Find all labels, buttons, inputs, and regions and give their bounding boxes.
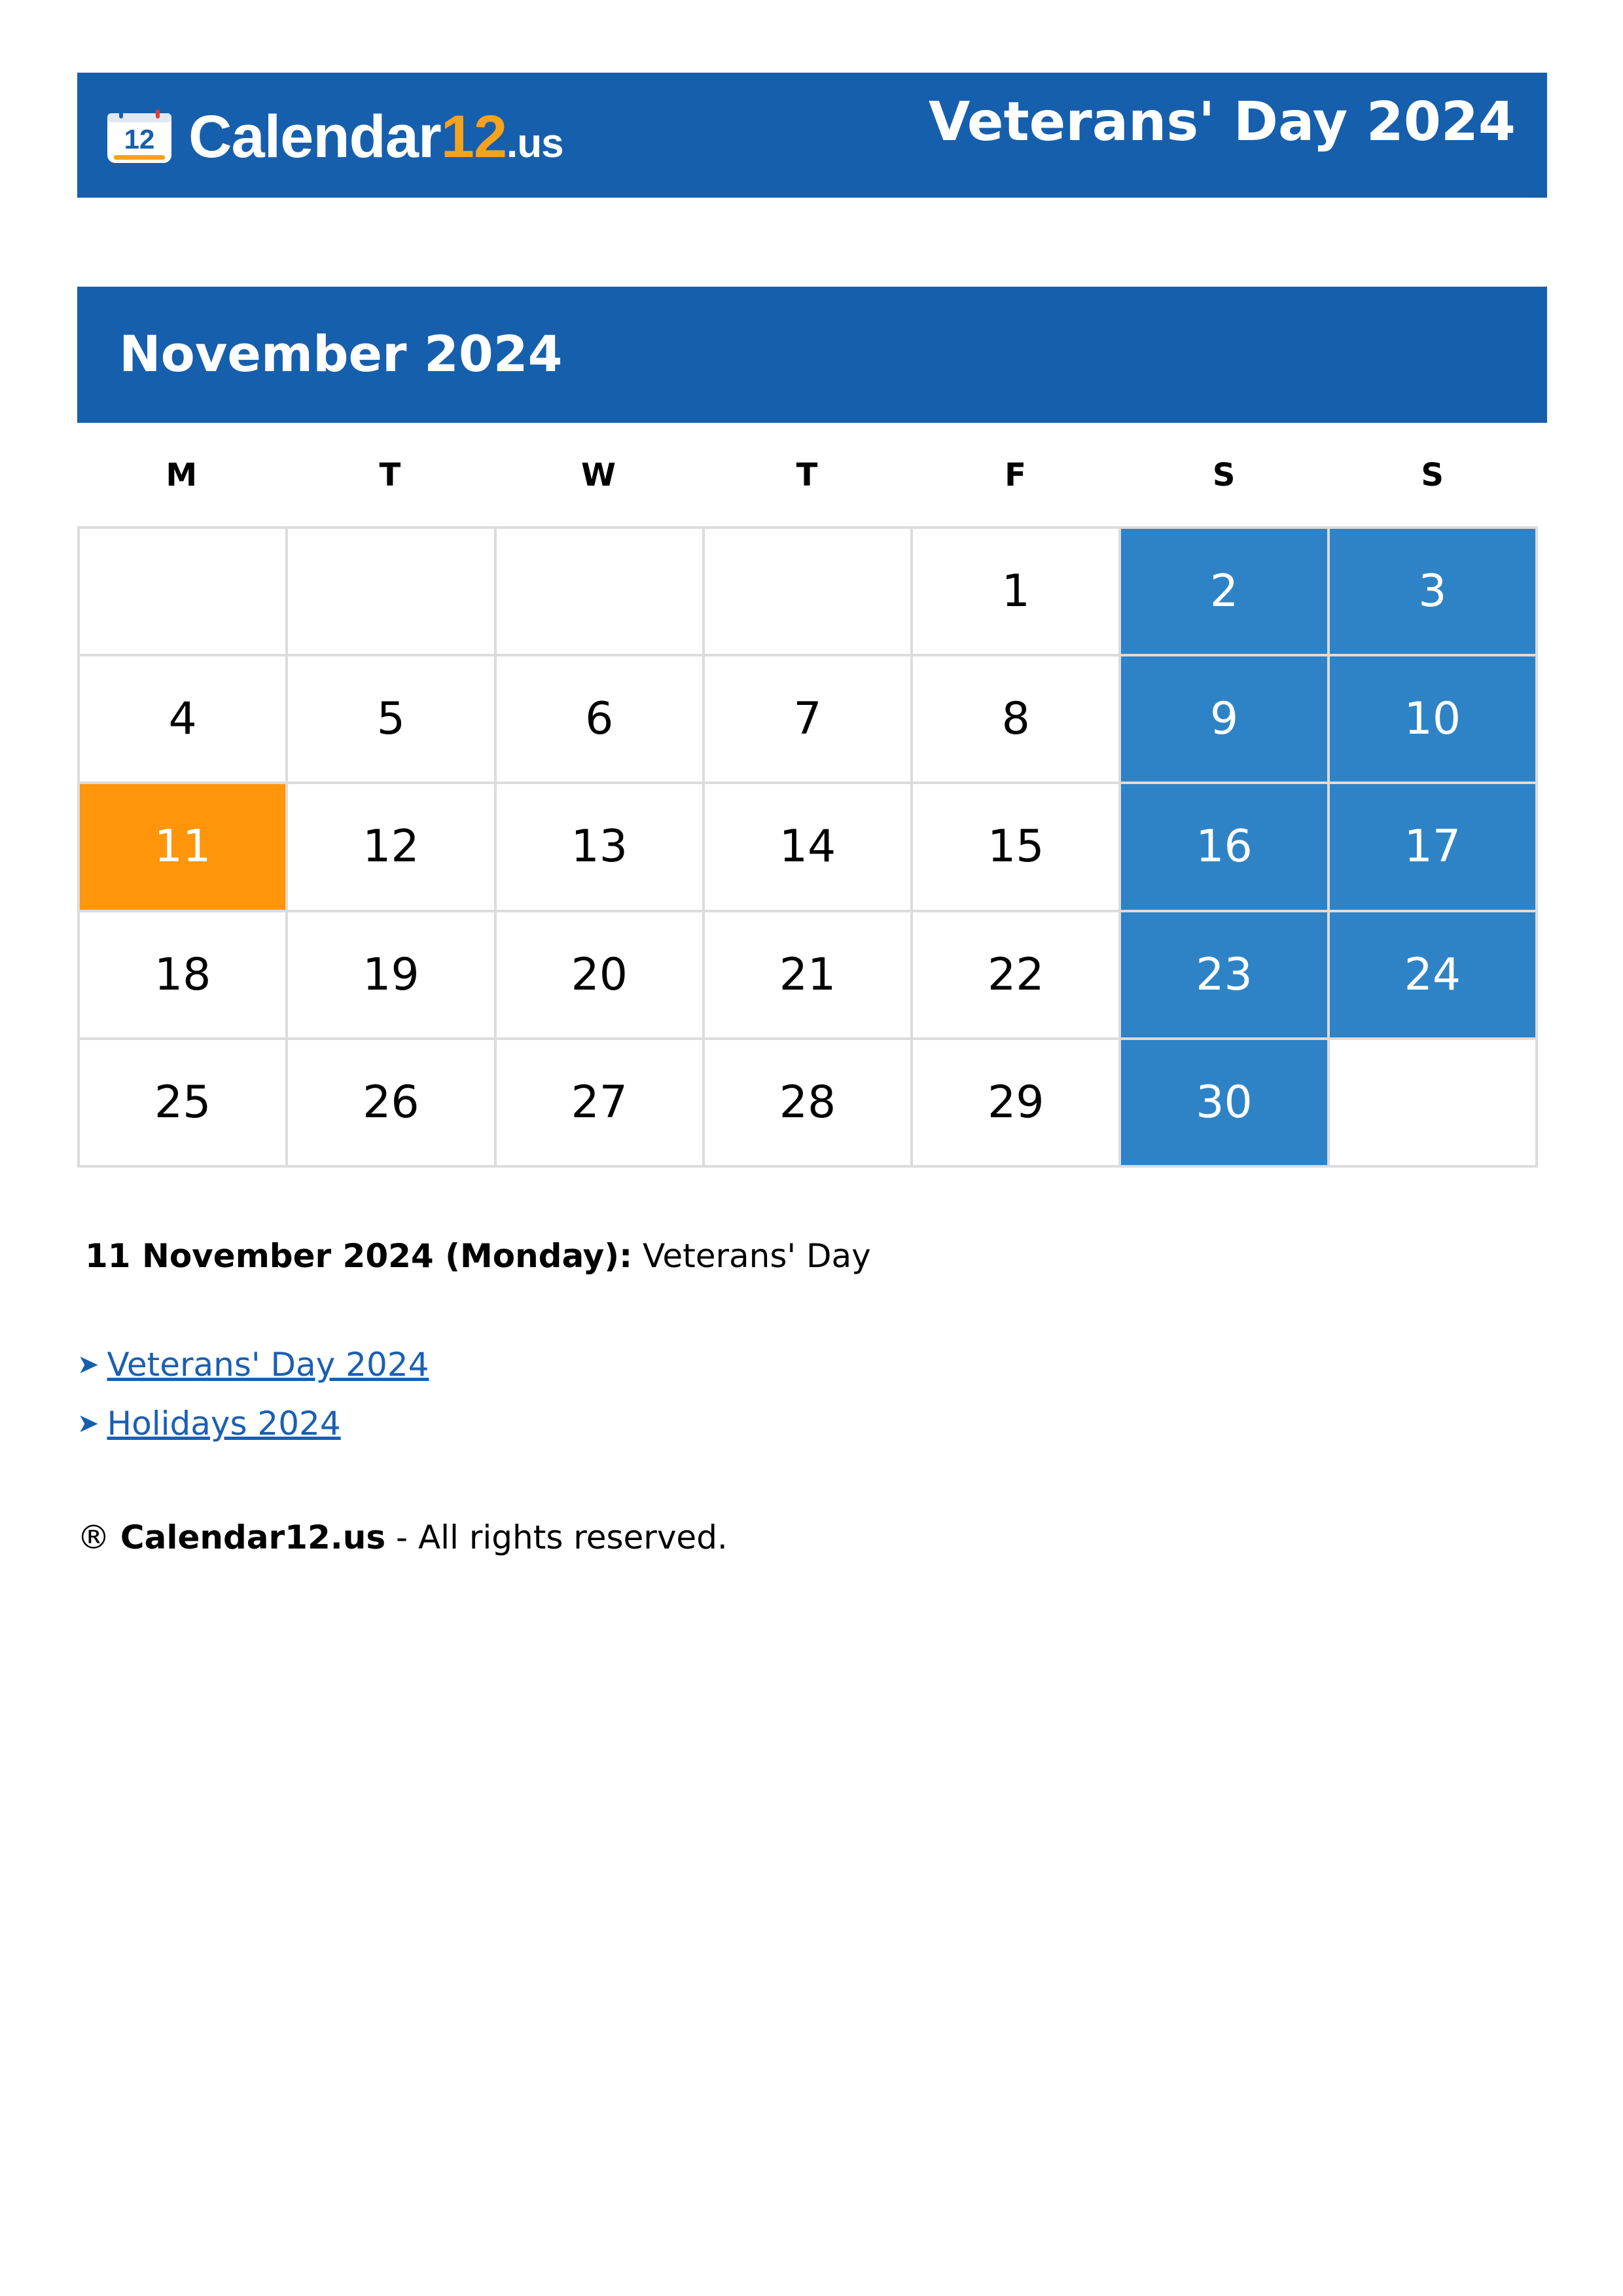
calendar-day: 1 [913,529,1121,656]
event-line [85,1237,871,1275]
calendar-day: 7 [705,656,913,784]
weekday-label: T [796,457,818,493]
footer-brand: Calendar12.us [120,1518,386,1556]
calendar-day: 26 [288,1040,496,1168]
footer-text: - All rights reserved. [396,1518,728,1556]
registered-symbol: ® [77,1518,110,1556]
logo-prefix: Calendar [188,103,441,170]
calendar-day: 12 [288,784,496,912]
calendar-empty-cell [497,529,705,656]
calendar-day: 28 [705,1040,913,1168]
calendar-day: 29 [913,1040,1121,1168]
calendar-day: 14 [705,784,913,912]
calendar-day: 30 [1121,1040,1329,1168]
calendar-icon [105,108,174,166]
calendar-grid [77,526,1538,1168]
link-item [77,1335,429,1394]
calendar-day: 27 [497,1040,705,1168]
calendar-day-holiday: 11 [80,784,288,912]
logo-number: 12 [440,103,507,170]
calendar-empty-cell [705,529,913,656]
page-title: Veterans' Day 2024 [928,91,1516,153]
weekday-header-row [77,452,1537,499]
calendar-day: 20 [497,912,705,1040]
calendar-day: 21 [705,912,913,1040]
weekday-label: M [166,457,198,493]
calendar-day: 6 [497,656,705,784]
calendar-day: 8 [913,656,1121,784]
weekday-label: T [379,457,401,493]
logo-wordmark [188,103,563,170]
link-item [77,1394,429,1453]
month-header [77,287,1547,423]
calendar-day: 19 [288,912,496,1040]
weekday-label: S [1212,457,1236,493]
site-logo[interactable] [105,104,563,170]
weekday-label: F [1005,457,1026,493]
event-date: 11 November 2024 (Monday): [85,1237,633,1275]
logo-tld: .us [507,121,563,166]
link-holidays-2024[interactable]: Holidays 2024 [107,1405,341,1443]
calendar-day: 4 [80,656,288,784]
event-name: Veterans' Day [643,1237,871,1275]
link-veterans-day-2024[interactable]: Veterans' Day 2024 [107,1346,429,1384]
arrow-icon: ➤ [77,1408,99,1439]
weekday-label: S [1421,457,1444,493]
calendar-day: 17 [1330,784,1538,912]
calendar-day: 22 [913,912,1121,1040]
footer [77,1518,728,1556]
calendar-day: 24 [1330,912,1538,1040]
calendar-day: 18 [80,912,288,1040]
calendar-day: 15 [913,784,1121,912]
calendar-day: 10 [1330,656,1538,784]
calendar-day: 2 [1121,529,1329,656]
calendar-day: 25 [80,1040,288,1168]
site-header [77,73,1547,198]
arrow-icon: ➤ [77,1350,99,1380]
calendar-empty-cell [288,529,496,656]
calendar-icon-number: 12 [124,124,155,154]
calendar-day: 23 [1121,912,1329,1040]
calendar-day: 13 [497,784,705,912]
calendar-day: 9 [1121,656,1329,784]
month-title: November 2024 [119,325,563,383]
calendar-day: 16 [1121,784,1329,912]
calendar-day: 3 [1330,529,1538,656]
related-links [77,1335,429,1453]
calendar-day: 5 [288,656,496,784]
calendar-empty-cell [80,529,288,656]
weekday-label: W [580,457,616,493]
calendar-empty-cell [1330,1040,1538,1168]
